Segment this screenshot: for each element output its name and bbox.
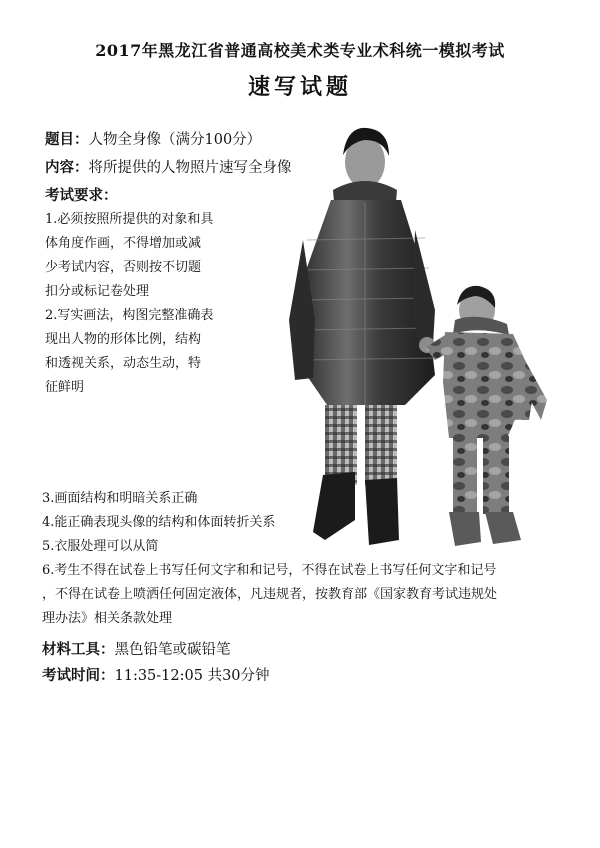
content-label: 内容： xyxy=(45,160,89,176)
requirement-line: 6.考生不得在试卷上书写任何文字和和记号，不得在试卷上书写任何文字和记号 xyxy=(42,563,497,578)
requirements-block-a xyxy=(45,208,275,400)
materials-line xyxy=(42,638,231,659)
requirement-line: 理办法》相关条款处理 xyxy=(42,611,173,626)
requirement-line: 4.能正确表现头像的结构和体面转折关系 xyxy=(42,515,276,530)
requirement-line: 1.必须按照所提供的对象和具 xyxy=(45,212,214,227)
requirement-line: 2.写实画法，构图完整准确表 xyxy=(45,308,214,323)
requirement-line: 现出人物的形体比例，结构 xyxy=(45,332,202,347)
reference-photo xyxy=(285,120,570,560)
content-value: 将所提供的人物照片速写全身像 xyxy=(88,160,292,176)
materials-value: 黑色铅笔或碳铅笔 xyxy=(114,642,231,658)
exam-title: 2017年黑龙江省普通高校美术类专业术科统一模拟考试 xyxy=(95,41,505,60)
requirement-line: 5.衣服处理可以从简 xyxy=(42,539,159,554)
requirement-line: 和透视关系，动态生动，特 xyxy=(45,356,202,371)
requirement-line: 扣分或标记卷处理 xyxy=(45,284,150,299)
requirement-line: 3.画面结构和明暗关系正确 xyxy=(42,491,198,506)
time-value: 11:35-12:05 共30分钟 xyxy=(114,668,270,684)
topic-label: 题目： xyxy=(45,132,89,148)
topic-value: 人物全身像（满分100分） xyxy=(88,132,262,148)
requirement-line: 少考试内容，否则按不切题 xyxy=(45,260,202,275)
materials-label: 材料工具： xyxy=(42,642,115,658)
time-label: 考试时间： xyxy=(42,668,115,684)
requirement-line: 体角度作画，不得增加或减 xyxy=(45,236,202,251)
requirements-label: 考试要求： xyxy=(45,188,118,204)
child-figure xyxy=(425,286,547,546)
exam-subtitle: 速写试题 xyxy=(247,75,352,100)
time-line xyxy=(42,664,270,685)
requirement-line: ，不得在试卷上喷洒任何固定液体，凡违规者，按教育部《国家教育考试违规处 xyxy=(42,587,498,602)
requirements-heading xyxy=(45,184,118,205)
requirement-line: 征鲜明 xyxy=(45,380,85,395)
topic-line xyxy=(45,128,261,149)
woman-figure xyxy=(289,128,435,545)
